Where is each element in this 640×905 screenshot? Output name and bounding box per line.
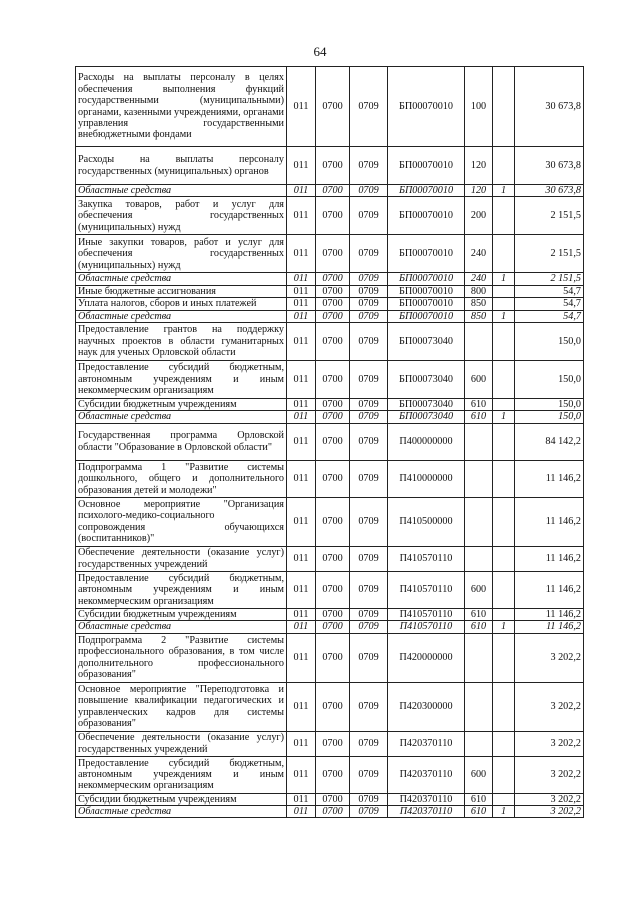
expense-name-cell: Уплата налогов, сборов и иных платежей <box>76 298 287 310</box>
table-row <box>76 571 584 608</box>
vr-code-cell: 610 <box>465 793 493 805</box>
gr-code-cell: 011 <box>287 399 316 411</box>
rz-code-cell: 0700 <box>316 411 350 423</box>
pr-code-cell: 0709 <box>350 323 388 361</box>
gr-code-cell: 011 <box>287 793 316 805</box>
vr-code-cell: 610 <box>465 621 493 633</box>
table-row <box>76 273 584 285</box>
pr-code-cell: 0709 <box>350 399 388 411</box>
csr-code-cell: П420370110 <box>388 793 465 805</box>
vr-code-cell: 610 <box>465 608 493 620</box>
table-row <box>76 361 584 399</box>
expense-name-cell: Предоставление субсидий бюджетным, автономным учреждениям и иным некоммерческим организациям <box>76 571 287 608</box>
source-code-cell: 1 <box>493 806 515 818</box>
rz-code-cell: 0700 <box>316 298 350 310</box>
expense-name-cell: Предоставление грантов на поддержку научных проектов в области гуманитарных наук для ученых Орловской области <box>76 323 287 361</box>
table-row <box>76 497 584 546</box>
table-row <box>76 310 584 322</box>
rz-code-cell: 0700 <box>316 682 350 731</box>
vr-code-cell: 600 <box>465 361 493 399</box>
expense-name-cell: Областные средства <box>76 185 287 197</box>
expense-name-cell: Областные средства <box>76 621 287 633</box>
csr-code-cell: БП00070010 <box>388 298 465 310</box>
vr-code-cell <box>465 497 493 546</box>
source-code-cell <box>493 756 515 793</box>
expense-name-cell: Областные средства <box>76 273 287 285</box>
vr-code-cell: 100 <box>465 67 493 147</box>
gr-code-cell: 011 <box>287 756 316 793</box>
vr-code-cell <box>465 546 493 571</box>
source-code-cell <box>493 546 515 571</box>
gr-code-cell: 011 <box>287 298 316 310</box>
csr-code-cell: П420370110 <box>388 731 465 756</box>
gr-code-cell: 011 <box>287 67 316 147</box>
gr-code-cell: 011 <box>287 310 316 322</box>
csr-code-cell: П410570110 <box>388 621 465 633</box>
amount-cell: 30 673,8 <box>515 185 584 197</box>
pr-code-cell: 0709 <box>350 185 388 197</box>
rz-code-cell: 0700 <box>316 731 350 756</box>
csr-code-cell: БП00070010 <box>388 197 465 235</box>
source-code-cell <box>493 682 515 731</box>
csr-code-cell: П410570110 <box>388 571 465 608</box>
pr-code-cell: 0709 <box>350 67 388 147</box>
gr-code-cell: 011 <box>287 411 316 423</box>
amount-cell: 11 146,2 <box>515 608 584 620</box>
gr-code-cell: 011 <box>287 682 316 731</box>
vr-code-cell: 240 <box>465 273 493 285</box>
rz-code-cell: 0700 <box>316 621 350 633</box>
amount-cell: 30 673,8 <box>515 67 584 147</box>
expense-name-cell: Закупка товаров, работ и услуг для обеспечения государственных (муниципальных) нужд <box>76 197 287 235</box>
pr-code-cell: 0709 <box>350 546 388 571</box>
expense-name-cell: Обеспечение деятельности (оказание услуг) государственных учреждений <box>76 731 287 756</box>
csr-code-cell: П420000000 <box>388 633 465 682</box>
expense-name-cell: Областные средства <box>76 411 287 423</box>
pr-code-cell: 0709 <box>350 235 388 273</box>
vr-code-cell <box>465 323 493 361</box>
source-code-cell <box>493 497 515 546</box>
source-code-cell <box>493 423 515 460</box>
pr-code-cell: 0709 <box>350 285 388 297</box>
source-code-cell <box>493 571 515 608</box>
amount-cell: 150,0 <box>515 361 584 399</box>
rz-code-cell: 0700 <box>316 235 350 273</box>
pr-code-cell: 0709 <box>350 682 388 731</box>
vr-code-cell: 240 <box>465 235 493 273</box>
amount-cell: 54,7 <box>515 285 584 297</box>
amount-cell: 150,0 <box>515 399 584 411</box>
amount-cell: 11 146,2 <box>515 460 584 497</box>
csr-code-cell: БП00070010 <box>388 67 465 147</box>
vr-code-cell: 200 <box>465 197 493 235</box>
vr-code-cell: 610 <box>465 411 493 423</box>
rz-code-cell: 0700 <box>316 185 350 197</box>
source-code-cell <box>493 147 515 185</box>
csr-code-cell: П410500000 <box>388 497 465 546</box>
table-row <box>76 235 584 273</box>
pr-code-cell: 0709 <box>350 756 388 793</box>
rz-code-cell: 0700 <box>316 546 350 571</box>
vr-code-cell: 120 <box>465 147 493 185</box>
gr-code-cell: 011 <box>287 235 316 273</box>
page-number: 64 <box>313 44 327 59</box>
vr-code-cell <box>465 460 493 497</box>
pr-code-cell: 0709 <box>350 423 388 460</box>
amount-cell: 2 151,5 <box>515 273 584 285</box>
rz-code-cell: 0700 <box>316 460 350 497</box>
rz-code-cell: 0700 <box>316 197 350 235</box>
table-row <box>76 621 584 633</box>
vr-code-cell <box>465 682 493 731</box>
table-row <box>76 682 584 731</box>
amount-cell: 150,0 <box>515 411 584 423</box>
expense-name-cell: Предоставление субсидий бюджетным, автономным учреждениям и иным некоммерческим организациям <box>76 756 287 793</box>
amount-cell: 150,0 <box>515 323 584 361</box>
table-row <box>76 411 584 423</box>
gr-code-cell: 011 <box>287 633 316 682</box>
expense-name-cell: Субсидии бюджетным учреждениям <box>76 793 287 805</box>
csr-code-cell: П410570110 <box>388 608 465 620</box>
rz-code-cell: 0700 <box>316 310 350 322</box>
gr-code-cell: 011 <box>287 546 316 571</box>
gr-code-cell: 011 <box>287 806 316 818</box>
table-row <box>76 793 584 805</box>
table-row <box>76 185 584 197</box>
table-row <box>76 298 584 310</box>
pr-code-cell: 0709 <box>350 633 388 682</box>
rz-code-cell: 0700 <box>316 497 350 546</box>
amount-cell: 54,7 <box>515 298 584 310</box>
gr-code-cell: 011 <box>287 621 316 633</box>
source-code-cell: 1 <box>493 411 515 423</box>
gr-code-cell: 011 <box>287 273 316 285</box>
table-row <box>76 197 584 235</box>
gr-code-cell: 011 <box>287 197 316 235</box>
source-code-cell <box>493 235 515 273</box>
source-code-cell <box>493 361 515 399</box>
vr-code-cell: 800 <box>465 285 493 297</box>
table-row <box>76 608 584 620</box>
amount-cell: 30 673,8 <box>515 147 584 185</box>
source-code-cell <box>493 793 515 805</box>
amount-cell: 11 146,2 <box>515 621 584 633</box>
rz-code-cell: 0700 <box>316 608 350 620</box>
table-row <box>76 806 584 818</box>
table-row <box>76 285 584 297</box>
pr-code-cell: 0709 <box>350 460 388 497</box>
source-code-cell <box>493 67 515 147</box>
source-code-cell <box>493 608 515 620</box>
amount-cell: 11 146,2 <box>515 546 584 571</box>
amount-cell: 3 202,2 <box>515 731 584 756</box>
gr-code-cell: 011 <box>287 285 316 297</box>
vr-code-cell <box>465 633 493 682</box>
rz-code-cell: 0700 <box>316 361 350 399</box>
expense-name-cell: Предоставление субсидий бюджетным, автономным учреждениям и иным некоммерческим организациям <box>76 361 287 399</box>
csr-code-cell: БП00073040 <box>388 361 465 399</box>
rz-code-cell: 0700 <box>316 423 350 460</box>
source-code-cell: 1 <box>493 185 515 197</box>
vr-code-cell: 600 <box>465 756 493 793</box>
table-body <box>76 67 584 818</box>
gr-code-cell: 011 <box>287 185 316 197</box>
csr-code-cell: БП00073040 <box>388 411 465 423</box>
pr-code-cell: 0709 <box>350 361 388 399</box>
expense-name-cell: Подпрограмма 1 "Развитие системы дошкольного, общего и дополнительного образования детей и молодежи" <box>76 460 287 497</box>
csr-code-cell: БП00073040 <box>388 399 465 411</box>
amount-cell: 11 146,2 <box>515 571 584 608</box>
amount-cell: 2 151,5 <box>515 197 584 235</box>
rz-code-cell: 0700 <box>316 633 350 682</box>
source-code-cell: 1 <box>493 273 515 285</box>
expense-name-cell: Субсидии бюджетным учреждениям <box>76 608 287 620</box>
table-row <box>76 323 584 361</box>
table-row <box>76 147 584 185</box>
table-row <box>76 633 584 682</box>
pr-code-cell: 0709 <box>350 806 388 818</box>
expense-name-cell: Основное мероприятие "Организация психолого-медико-социального сопровождения обучающихся (воспитанников)" <box>76 497 287 546</box>
csr-code-cell: БП00070010 <box>388 185 465 197</box>
gr-code-cell: 011 <box>287 147 316 185</box>
source-code-cell <box>493 633 515 682</box>
gr-code-cell: 011 <box>287 608 316 620</box>
vr-code-cell: 600 <box>465 571 493 608</box>
expense-name-cell: Расходы на выплаты персоналу в целях обеспечения выполнения функций государственными (муниципальными) органами, казенными учреждениями, органами управления государственными внебюджетными фондами <box>76 67 287 147</box>
source-code-cell <box>493 399 515 411</box>
vr-code-cell <box>465 423 493 460</box>
csr-code-cell: БП00070010 <box>388 285 465 297</box>
table-row <box>76 546 584 571</box>
amount-cell: 3 202,2 <box>515 682 584 731</box>
vr-code-cell: 610 <box>465 806 493 818</box>
rz-code-cell: 0700 <box>316 285 350 297</box>
source-code-cell: 1 <box>493 621 515 633</box>
rz-code-cell: 0700 <box>316 273 350 285</box>
gr-code-cell: 011 <box>287 460 316 497</box>
pr-code-cell: 0709 <box>350 731 388 756</box>
csr-code-cell: П410570110 <box>388 546 465 571</box>
expense-name-cell: Подпрограмма 2 "Развитие системы профессионального образования, в том числе дополнительного профессионального образования" <box>76 633 287 682</box>
rz-code-cell: 0700 <box>316 756 350 793</box>
pr-code-cell: 0709 <box>350 571 388 608</box>
expense-name-cell: Обеспечение деятельности (оказание услуг) государственных учреждений <box>76 546 287 571</box>
expense-name-cell: Иные закупки товаров, работ и услуг для обеспечения государственных (муниципальных) нужд <box>76 235 287 273</box>
rz-code-cell: 0700 <box>316 793 350 805</box>
amount-cell: 54,7 <box>515 310 584 322</box>
rz-code-cell: 0700 <box>316 323 350 361</box>
csr-code-cell: БП00073040 <box>388 323 465 361</box>
expense-name-cell: Иные бюджетные ассигнования <box>76 285 287 297</box>
csr-code-cell: П420370110 <box>388 756 465 793</box>
rz-code-cell: 0700 <box>316 806 350 818</box>
budget-table <box>75 66 584 818</box>
rz-code-cell: 0700 <box>316 67 350 147</box>
expense-name-cell: Расходы на выплаты персоналу государственных (муниципальных) органов <box>76 147 287 185</box>
pr-code-cell: 0709 <box>350 411 388 423</box>
expense-name-cell: Областные средства <box>76 806 287 818</box>
pr-code-cell: 0709 <box>350 310 388 322</box>
pr-code-cell: 0709 <box>350 197 388 235</box>
gr-code-cell: 011 <box>287 731 316 756</box>
source-code-cell <box>493 285 515 297</box>
csr-code-cell: БП00070010 <box>388 273 465 285</box>
vr-code-cell <box>465 731 493 756</box>
csr-code-cell: П420300000 <box>388 682 465 731</box>
source-code-cell <box>493 731 515 756</box>
pr-code-cell: 0709 <box>350 497 388 546</box>
table-row <box>76 756 584 793</box>
source-code-cell <box>493 197 515 235</box>
table-row <box>76 67 584 147</box>
pr-code-cell: 0709 <box>350 273 388 285</box>
rz-code-cell: 0700 <box>316 399 350 411</box>
pr-code-cell: 0709 <box>350 621 388 633</box>
source-code-cell <box>493 323 515 361</box>
table-row <box>76 399 584 411</box>
gr-code-cell: 011 <box>287 323 316 361</box>
vr-code-cell: 850 <box>465 298 493 310</box>
amount-cell: 3 202,2 <box>515 756 584 793</box>
source-code-cell: 1 <box>493 310 515 322</box>
gr-code-cell: 011 <box>287 361 316 399</box>
pr-code-cell: 0709 <box>350 298 388 310</box>
table-row <box>76 731 584 756</box>
pr-code-cell: 0709 <box>350 793 388 805</box>
rz-code-cell: 0700 <box>316 147 350 185</box>
amount-cell: 84 142,2 <box>515 423 584 460</box>
vr-code-cell: 610 <box>465 399 493 411</box>
table-row <box>76 460 584 497</box>
csr-code-cell: П410000000 <box>388 460 465 497</box>
source-code-cell <box>493 460 515 497</box>
source-code-cell <box>493 298 515 310</box>
amount-cell: 11 146,2 <box>515 497 584 546</box>
csr-code-cell: П420370110 <box>388 806 465 818</box>
expense-name-cell: Субсидии бюджетным учреждениям <box>76 399 287 411</box>
pr-code-cell: 0709 <box>350 147 388 185</box>
gr-code-cell: 011 <box>287 423 316 460</box>
csr-code-cell: БП00070010 <box>388 147 465 185</box>
gr-code-cell: 011 <box>287 497 316 546</box>
table-row <box>76 423 584 460</box>
expense-name-cell: Областные средства <box>76 310 287 322</box>
amount-cell: 3 202,2 <box>515 806 584 818</box>
vr-code-cell: 850 <box>465 310 493 322</box>
csr-code-cell: П400000000 <box>388 423 465 460</box>
gr-code-cell: 011 <box>287 571 316 608</box>
csr-code-cell: БП00070010 <box>388 310 465 322</box>
csr-code-cell: БП00070010 <box>388 235 465 273</box>
expense-name-cell: Основное мероприятие "Переподготовка и повышение квалификации педагогических и управленческих кадров для системы образования" <box>76 682 287 731</box>
amount-cell: 2 151,5 <box>515 235 584 273</box>
amount-cell: 3 202,2 <box>515 633 584 682</box>
vr-code-cell: 120 <box>465 185 493 197</box>
expense-name-cell: Государственная программа Орловской области "Образование в Орловской области" <box>76 423 287 460</box>
amount-cell: 3 202,2 <box>515 793 584 805</box>
pr-code-cell: 0709 <box>350 608 388 620</box>
rz-code-cell: 0700 <box>316 571 350 608</box>
